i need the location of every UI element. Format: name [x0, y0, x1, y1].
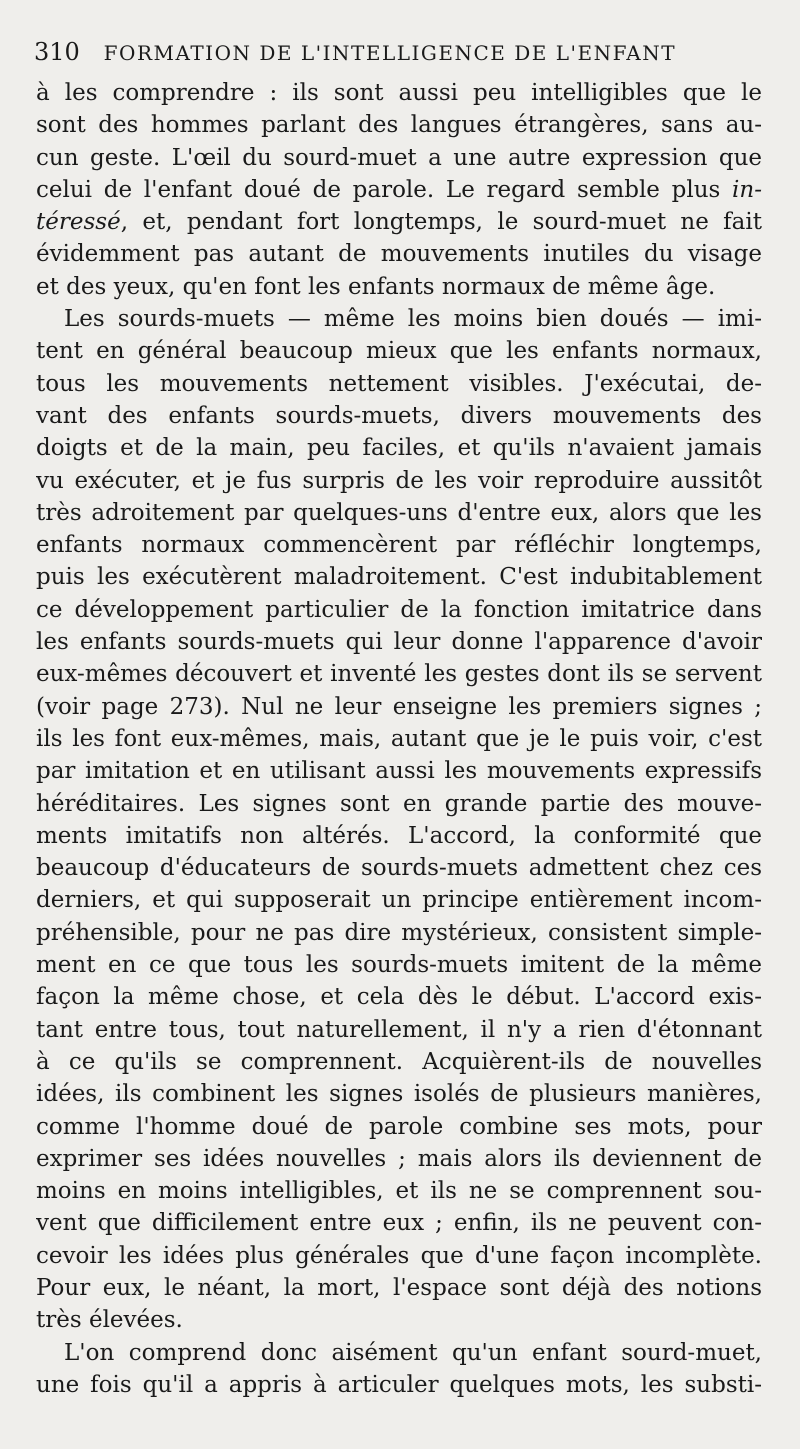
text-line-30: tant entre tous, tout naturellement, il n'y a rien d'étonnant — [36, 1016, 762, 1043]
text-line-24: ments imitatifs non altérés. L'accord, la conformité que — [36, 822, 762, 849]
text-line-31: à ce qu'ils se comprennent. Acquièrent-ils de nouvelles — [36, 1048, 762, 1075]
text-line-34: exprimer ses idées nouvelles ; mais alors ils deviennent de — [36, 1145, 762, 1172]
text-line-22: par imitation et en utilisant aussi les mouvements expressifs — [36, 758, 762, 785]
text-line-4: celui de l'enfant doué de parole. Le regard semble plus in- — [36, 176, 762, 203]
text-line-18: les enfants sourds-muets qui leur donne l'apparence d'avoir — [36, 629, 762, 656]
italic-word: in- — [732, 176, 762, 203]
text-line-36: vent que difficilement entre eux ; enfin, ils ne peuvent con- — [36, 1210, 762, 1237]
text-line-28: ment en ce que tous les sourds-muets imitent de la même — [36, 952, 762, 979]
text-line-19: eux-mêmes découvert et inventé les gestes dont ils se servent — [36, 661, 762, 688]
text-line-15: enfants normaux commencèrent par réfléchir longtemps, — [36, 532, 762, 559]
text-line-29: façon la même chose, et cela dès le début. L'accord exis- — [36, 984, 762, 1011]
text-line-33: comme l'homme doué de parole combine ses mots, pour — [36, 1113, 762, 1140]
text-line-10: tous les mouvements nettement visibles. J'exécutai, de- — [36, 370, 762, 397]
text-line-26: derniers, et qui supposerait un principe entièrement incom- — [36, 887, 762, 914]
running-title: FORMATION DE L'INTELLIGENCE DE L'ENFANT — [103, 41, 677, 65]
text-line-12: doigts et de la main, peu faciles, et qu'ils n'avaient jamais — [36, 435, 762, 462]
text-line-41: une fois qu'il a appris à articuler quelques mots, les substi- — [36, 1371, 762, 1398]
text-line-6: évidemment pas autant de mouvements inutiles du visage — [36, 241, 762, 268]
text-line-17: ce développement particulier de la fonction imitatrice dans — [36, 596, 762, 623]
text-line-39: très élevées. — [36, 1307, 183, 1334]
page-number: 310 — [34, 38, 80, 66]
text-line-2: sont des hommes parlant des langues étrangères, sans au- — [36, 112, 762, 139]
text-line-38: Pour eux, le néant, la mort, l'espace sont déjà des notions — [36, 1274, 762, 1301]
body-text — [36, 77, 762, 1401]
text-line-35: moins en moins intelligibles, et ils ne se comprennent sou- — [36, 1178, 762, 1205]
text-line-37: cevoir les idées plus générales que d'une façon incomplète. — [36, 1242, 762, 1269]
text-line-32: idées, ils combinent les signes isolés de plusieurs manières, — [36, 1081, 762, 1108]
text-line-21: ils les font eux-mêmes, mais, autant que je le puis voir, c'est — [36, 725, 762, 752]
text-line-27: préhensible, pour ne pas dire mystérieux, consistent simple- — [36, 919, 762, 946]
text-line-25: beaucoup d'éducateurs de sourds-muets admettent chez ces — [36, 855, 762, 882]
text-line-20: (voir page 273). Nul ne leur enseigne les premiers signes ; — [36, 693, 762, 720]
text-line-23: héréditaires. Les signes sont en grande partie des mouve- — [36, 790, 762, 817]
text-line-9: tent en général beaucoup mieux que les enfants normaux, — [36, 338, 762, 365]
text-line-14: très adroitement par quelques-uns d'entre eux, alors que les — [36, 499, 762, 526]
text-line-16: puis les exécutèrent maladroitement. C'est indubitablement — [36, 564, 762, 591]
text-line-8: Les sourds-muets — même les moins bien doués — imi- — [64, 306, 762, 333]
text-line-11: vant des enfants sourds-muets, divers mouvements des — [36, 402, 762, 429]
running-head — [34, 34, 764, 70]
text-line-13: vu exécuter, et je fus surpris de les voir reproduire aussitôt — [36, 467, 762, 494]
text-line-1: à les comprendre : ils sont aussi peu intelligibles que le — [36, 80, 762, 106]
text-line-7: et des yeux, qu'en font les enfants normaux de même âge. — [36, 273, 716, 300]
text-line-3: cun geste. L'œil du sourd-muet a une autre expression que — [36, 144, 762, 171]
italic-word: téressé — [36, 209, 121, 236]
text-line-5: téressé, et, pendant fort longtemps, le sourd-muet ne fait — [36, 209, 762, 236]
text-line-40: L'on comprend donc aisément qu'un enfant sourd-muet, — [64, 1339, 762, 1366]
